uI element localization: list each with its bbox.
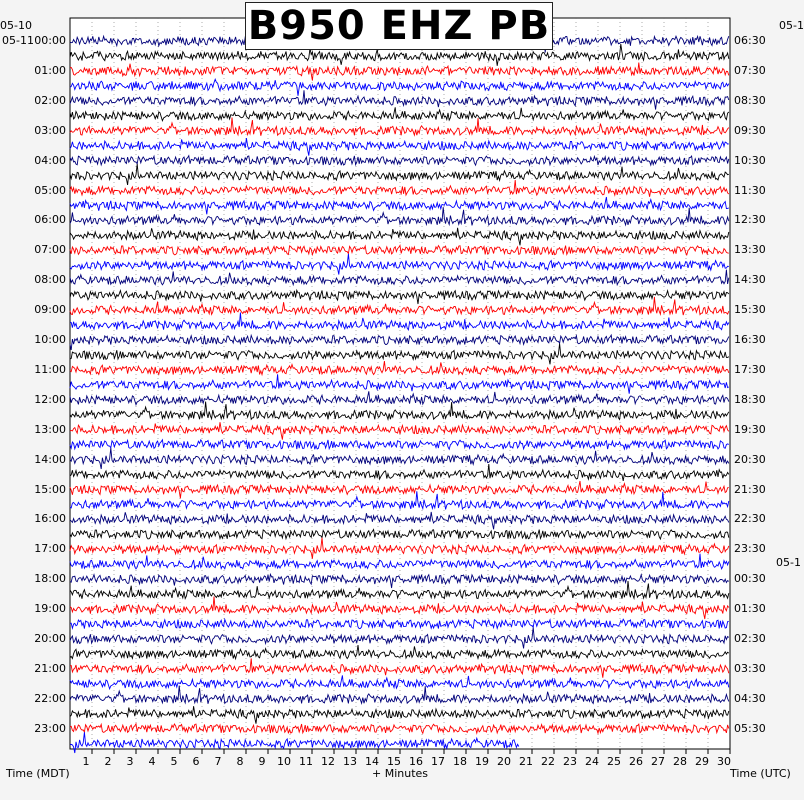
left-hour-label: 15:00 (34, 482, 66, 496)
x-tick-label: 4 (148, 755, 156, 768)
left-hour-label: 05:00 (34, 183, 66, 197)
x-axis-title: + Minutes (372, 767, 429, 780)
left-hour-label: 06:00 (34, 213, 66, 227)
left-hour-label: 21:00 (34, 661, 66, 675)
right-hour-label: 01:30 (734, 602, 766, 616)
right-hour-label: 09:30 (734, 123, 766, 137)
right-hour-label: 04:30 (734, 691, 766, 705)
left-hour-label: 08:00 (34, 273, 66, 287)
right-hour-label: 19:30 (734, 422, 766, 436)
left-date-label-day: 05-11 (2, 34, 34, 47)
left-hour-label: 04:00 (34, 153, 66, 167)
right-hour-label: 02:30 (734, 632, 766, 645)
x-tick-label: 20 (497, 755, 511, 768)
right-hour-label: 07:30 (734, 63, 766, 77)
x-tick-label: 12 (321, 755, 335, 768)
right-hour-label: 22:30 (734, 512, 766, 526)
right-hour-label: 03:30 (734, 661, 766, 675)
right-hour-label: 05:30 (734, 721, 766, 735)
x-tick-label: 10 (277, 755, 291, 768)
x-tick-label: 26 (629, 755, 643, 768)
right-hour-label: 21:30 (734, 482, 766, 496)
x-tick-label: 2 (104, 755, 112, 768)
x-tick-label: 7 (214, 755, 222, 768)
right-hour-label: 13:30 (734, 243, 766, 257)
right-hour-label: 23:30 (734, 542, 766, 556)
left-hour-label: 03:00 (34, 123, 66, 137)
right-hour-label: 11:30 (734, 183, 766, 197)
title-box (245, 2, 553, 50)
left-date-label-start: 05-10 (0, 19, 32, 32)
x-tick-label: 19 (475, 755, 489, 768)
right-hour-label: 12:30 (734, 213, 766, 227)
right-hour-label: 17:30 (734, 362, 766, 376)
left-hour-label: 13:00 (34, 422, 66, 436)
x-tick-label: 23 (563, 755, 577, 768)
right-hour-label: 20:30 (734, 452, 766, 466)
left-hour-label: 17:00 (34, 542, 66, 556)
x-tick-label: 9 (258, 755, 266, 768)
x-tick-label: 18 (453, 755, 467, 768)
left-hour-label: 18:00 (34, 572, 66, 586)
right-hour-label: 18:30 (734, 392, 766, 406)
chart-title: B950 EHZ PB (247, 3, 551, 49)
left-hour-label: 01:00 (34, 63, 66, 77)
x-tick-label: 5 (170, 755, 178, 768)
x-tick-label: 30 (717, 755, 731, 768)
left-hour-label: 09:00 (34, 303, 66, 317)
x-tick-label: 6 (192, 755, 200, 768)
x-tick-label: 24 (585, 755, 599, 768)
left-hour-label: 02:00 (34, 93, 66, 107)
left-axis-title: Time (MDT) (6, 767, 70, 780)
right-axis-title: Time (UTC) (730, 767, 791, 780)
x-tick-label: 8 (236, 755, 244, 768)
x-tick-label: 3 (126, 755, 134, 768)
x-tick-label: 21 (519, 755, 533, 768)
left-hour-label: 10:00 (34, 333, 66, 346)
left-hour-label: 00:00 (34, 34, 66, 47)
x-tick-label: 28 (673, 755, 687, 768)
x-tick-label: 17 (431, 755, 445, 768)
x-tick-label: 13 (343, 755, 357, 768)
x-tick-label: 11 (299, 755, 313, 768)
left-hour-label: 07:00 (34, 243, 66, 257)
left-hour-label: 19:00 (34, 602, 66, 616)
right-hour-label: 14:30 (734, 273, 766, 287)
x-tick-label: 29 (695, 755, 709, 768)
right-date-label-start: 05-1 (779, 19, 804, 32)
x-tick-label: 27 (651, 755, 665, 768)
x-tick-label: 25 (607, 755, 621, 768)
right-hour-label: 06:30 (734, 34, 766, 47)
left-hour-label: 11:00 (34, 362, 66, 376)
right-hour-label: 15:30 (734, 303, 766, 317)
x-tick-label: 1 (82, 755, 90, 768)
right-hour-label: 16:30 (734, 333, 766, 346)
left-hour-label: 22:00 (34, 691, 66, 705)
x-tick-label: 16 (409, 755, 423, 768)
x-tick-label: 22 (541, 755, 555, 768)
left-hour-label: 12:00 (34, 392, 66, 406)
left-hour-label: 14:00 (34, 452, 66, 466)
left-hour-label: 20:00 (34, 632, 66, 645)
left-hour-label: 16:00 (34, 512, 66, 526)
x-tick-group (83, 749, 732, 768)
right-hour-label: 08:30 (734, 93, 766, 107)
x-tick-label: 14 (365, 755, 379, 768)
right-hour-label: 10:30 (734, 153, 766, 167)
right-hour-label: 00:30 (734, 572, 766, 586)
right-date-label-next: 05-1 (776, 556, 801, 569)
left-hour-label: 23:00 (34, 721, 66, 735)
x-tick-label: 15 (387, 755, 401, 768)
